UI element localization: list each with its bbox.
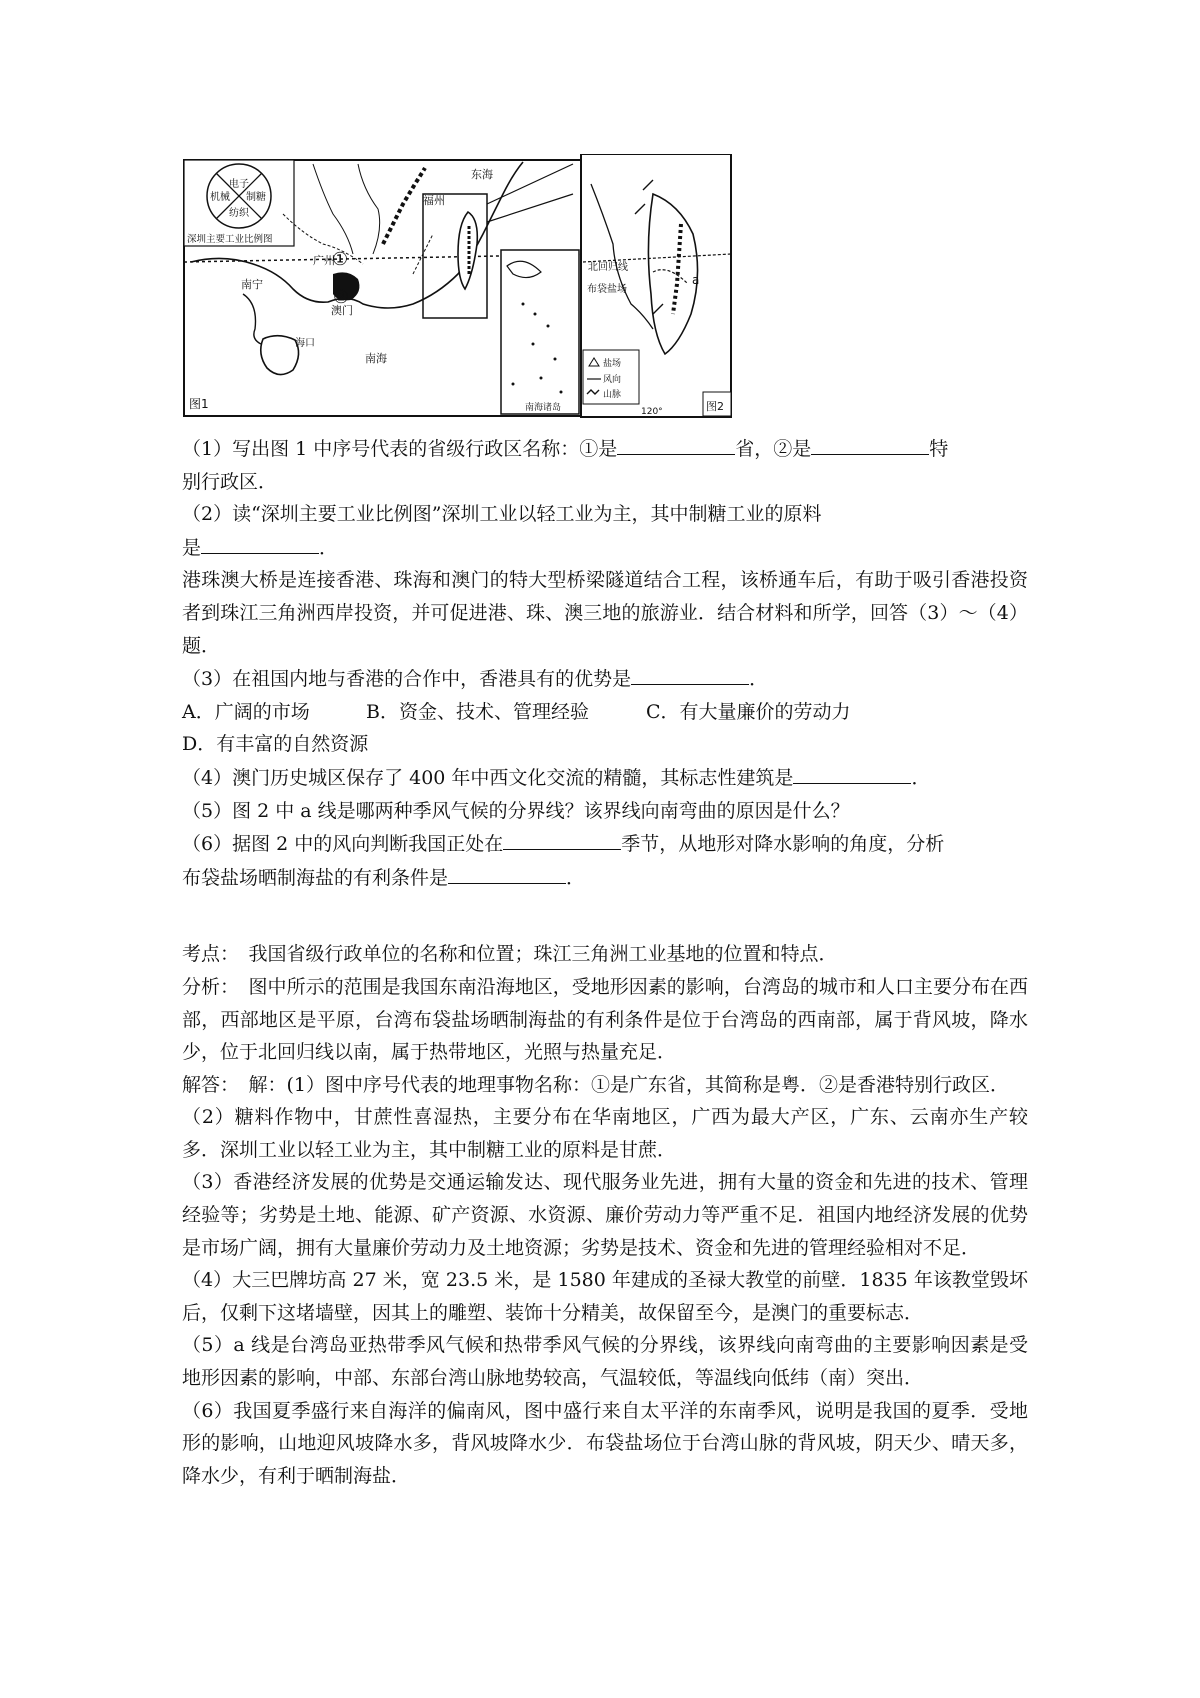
answer-4: （4）大三巴牌坊高 27 米，宽 23.5 米，是 1580 年建成的圣禄大教堂的前壁．1835 年该教堂毁坏后，仅剩下这堵墙壁，因其上的雕塑、装饰十分精美，故保留至今，是澳门的重要标志． <box>182 1269 1028 1324</box>
label-macau: 澳门 <box>331 304 353 317</box>
answer-kaodian: 考点： 我国省级行政单位的名称和位置；珠江三角洲工业基地的位置和特点． <box>182 943 838 966</box>
legend-salt: 盐场 <box>603 359 622 369</box>
option-c: C．有大量廉价的劳动力 <box>646 700 851 723</box>
label-haikou: 海口 <box>295 338 315 349</box>
pie-label-dianzi: 电子 <box>229 179 249 190</box>
q6-text-b: 季节，从地形对降水影响的角度，分析 <box>621 833 945 856</box>
pie-title: 深圳主要工业比例图 <box>187 234 273 245</box>
map-figure-svg <box>183 154 801 422</box>
q4-text-b: ． <box>911 766 931 789</box>
question-text <box>182 432 1028 1492</box>
q1-blank-2 <box>811 432 929 455</box>
legend-wind: 风向 <box>603 375 622 385</box>
nanhai-inset <box>501 250 579 414</box>
map1-label: 图1 <box>189 397 209 411</box>
answer-3: （3）香港经济发展的优势是交通运输发达、现代服务业先进，拥有大量的资金和先进的技术、管理经验等；劣势是土地、能源、矿产资源、水资源、廉价劳动力等严重不足．祖国内地经济发展的优势是市场广阔，拥有大量廉价劳动力及土地资源；劣势是技术、资金和先进的管理经验相对不足． <box>182 1171 1028 1259</box>
label-mark-2: ② <box>333 287 350 308</box>
q3-text-b: ． <box>749 668 769 691</box>
answer-jieda: 解答： 解：(1）图中序号代表的地理事物名称：①是广东省，其简称是粤．②是香港特别行政区． <box>182 1073 1010 1096</box>
q2-blank <box>201 531 319 554</box>
pie-label-jixie: 机械 <box>210 192 230 203</box>
q6-blank-1 <box>503 827 621 850</box>
answer-fenxi: 分析： 图中所示的范围是我国东南沿海地区，受地形因素的影响，台湾岛的城市和人口主要分布在西部，西部地区是平原，台湾布袋盐场晒制海盐的有利条件是位于台湾岛的西南部，属于背风坡，降水少，位于北回归线以南，属于热带地区，光照与热量充足． <box>182 975 1028 1064</box>
q1 <box>182 432 1028 466</box>
q1-text-c: 特 <box>929 438 949 460</box>
option-d: D．有丰富的自然资源 <box>182 733 369 756</box>
material-text: 港珠澳大桥是连接香港、珠海和澳门的特大型桥梁隧道结合工程，该桥通车后，有助于吸引香港投资者到珠江三角洲西岸投资，并可促进港、珠、澳三地的旅游业．结合材料和所学，回答（3）～（4）题． <box>182 569 1028 657</box>
answer-5: （5）a 线是台湾岛亚热带季风气候和热带季风气候的分界线，该界线向南弯曲的主要影响因素是受地形因素的影响，中部、东部台湾山脉地势较高，气温较低，等温线向低纬（南）突出． <box>182 1334 1028 1390</box>
q3 <box>182 662 1028 696</box>
label-nanhai: 南海 <box>365 352 387 365</box>
option-b: B．资金、技术、管理经验 <box>366 700 589 723</box>
q6-text-a: （6）据图 2 中的风向判断我国正处在 <box>182 833 504 856</box>
label-donghai: 东海 <box>471 168 493 181</box>
pie-label-fangzhi: 纺织 <box>229 208 249 219</box>
answer-6: （6）我国夏季盛行来自海洋的偏南风，图中盛行来自太平洋的东南季风，说明是我国的夏季．受地形的影响，山地迎风坡降水多，背风坡降水少．布袋盐场位于台湾山脉的背风坡，阴天少、晴天多，降水少，有利于晒制海盐． <box>182 1399 1028 1487</box>
pie-label-zhitang: 制糖 <box>246 192 266 203</box>
label-nanning: 南宁 <box>241 278 263 291</box>
q6-text-c: 布袋盐场晒制海盐的有利条件是 <box>182 866 449 889</box>
map2-label: 图2 <box>706 400 724 413</box>
legend-mountain: 山脉 <box>603 390 622 400</box>
q1-text-b: 省，②是 <box>735 438 812 460</box>
q1-blank-1 <box>617 432 735 455</box>
q4 <box>182 761 1028 795</box>
label-guangzhou: 广州 <box>313 254 335 267</box>
q5: （5）图 2 中 a 线是哪两种季风气候的分界线？该界线向南弯曲的原因是什么？ <box>182 799 850 822</box>
q4-text-a: （4）澳门历史城区保存了 400 年中西文化交流的精髓，其标志性建筑是 <box>182 766 794 789</box>
industry-pie-chart <box>207 164 271 228</box>
q2-text-b: 是 <box>182 536 202 559</box>
q3-text-a: （3）在祖国内地与香港的合作中，香港具有的优势是 <box>182 668 632 691</box>
q2-text-c: ． <box>319 536 339 559</box>
label-mark-1: ① <box>332 249 349 270</box>
q2: （2）读“深圳主要工业比例图”深圳工业以轻工业为主，其中制糖工业的原料 <box>182 503 822 526</box>
q2-cont <box>182 531 1028 565</box>
q1-cont: 别行政区． <box>182 470 278 493</box>
map-figure <box>183 154 801 422</box>
answer-2: （2）糖料作物中，甘蔗性喜湿热，主要分布在华南地区，广西为最大产区，广东、云南亦生产较多．深圳工业以轻工业为主，其中制糖工业的原料是甘蔗． <box>182 1106 1028 1161</box>
q6 <box>182 827 1028 861</box>
label-nanhai-islands: 南海诸岛 <box>525 403 562 413</box>
q4-blank <box>793 761 911 784</box>
label-120: 120° <box>641 407 663 417</box>
spacer <box>182 894 1028 938</box>
q1-text-a: （1）写出图 1 中序号代表的省级行政区名称：①是 <box>182 438 618 460</box>
label-tropic: 北回归线 <box>588 262 628 273</box>
option-a: A．广阔的市场 <box>182 700 310 723</box>
label-budai: 布袋盐场 <box>587 284 627 295</box>
q6-blank-2 <box>448 861 566 884</box>
q3-blank <box>631 662 749 685</box>
label-fuzhou: 福州 <box>423 194 445 207</box>
q6-cont <box>182 861 1028 895</box>
label-a: a <box>692 273 700 287</box>
q6-text-d: ． <box>566 866 586 889</box>
q3-options <box>182 696 1028 761</box>
